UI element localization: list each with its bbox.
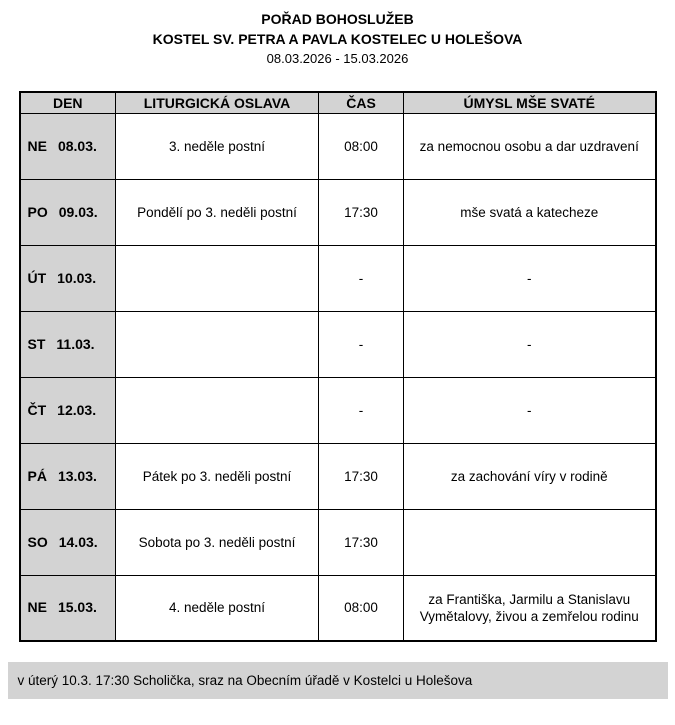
column-header-oslava: LITURGICKÁ OSLAVA xyxy=(116,92,319,113)
day-cell xyxy=(20,509,116,575)
header-row xyxy=(20,92,656,113)
column-header-cas: ČAS xyxy=(319,92,404,113)
footer-note: v úterý 10.3. 17:30 Scholička, sraz na Obecním úřadě v Kostelci u Holešova xyxy=(17,673,473,688)
celebration-cell: 4. neděle postní xyxy=(116,575,319,641)
day-date: 10.03. xyxy=(57,269,97,286)
time-cell: - xyxy=(319,311,404,377)
table-row xyxy=(20,179,656,245)
day-cell xyxy=(20,377,116,443)
celebration-cell xyxy=(116,311,319,377)
document-header xyxy=(0,0,675,69)
page-subtitle: KOSTEL SV. PETRA A PAVLA KOSTELEC U HOLEŠOVA xyxy=(152,31,523,47)
intention-cell: za zachování víry v rodině xyxy=(404,443,656,509)
day-date: 15.03. xyxy=(57,599,97,616)
table-header xyxy=(20,92,656,113)
table-body xyxy=(20,113,656,641)
celebration-cell xyxy=(116,377,319,443)
column-header-den: DEN xyxy=(20,92,116,113)
day-date: 09.03. xyxy=(58,203,98,220)
intention-cell xyxy=(404,509,656,575)
table-row xyxy=(20,113,656,179)
time-cell: 17:30 xyxy=(319,443,404,509)
day-abbr: PO xyxy=(27,203,48,220)
day-cell xyxy=(20,443,116,509)
intention-cell: - xyxy=(404,245,656,311)
day-date: 14.03. xyxy=(58,533,98,550)
celebration-cell: 3. neděle postní xyxy=(116,113,319,179)
footer-note-bar xyxy=(8,662,668,699)
time-cell: 17:30 xyxy=(319,509,404,575)
time-cell: 17:30 xyxy=(319,179,404,245)
time-cell: - xyxy=(319,377,404,443)
celebration-cell: Pátek po 3. neděli postní xyxy=(116,443,319,509)
day-date: 08.03. xyxy=(57,137,97,154)
day-abbr: ÚT xyxy=(27,269,47,286)
day-cell xyxy=(20,113,116,179)
day-date: 13.03. xyxy=(57,467,97,484)
day-abbr: ČT xyxy=(27,401,47,418)
day-abbr: NE xyxy=(27,137,47,154)
time-cell: 08:00 xyxy=(319,575,404,641)
time-cell: - xyxy=(319,245,404,311)
day-abbr: ST xyxy=(27,335,46,352)
table-row xyxy=(20,311,656,377)
date-range: 08.03.2026 - 15.03.2026 xyxy=(266,51,409,66)
table-row xyxy=(20,245,656,311)
day-abbr: PÁ xyxy=(27,467,47,484)
intention-cell: za Františka, Jarmilu a Stanislavu Vymětalovy, živou a zemřelou rodinu xyxy=(404,575,656,641)
celebration-cell xyxy=(116,245,319,311)
celebration-cell: Pondělí po 3. neděli postní xyxy=(116,179,319,245)
day-date: 12.03. xyxy=(57,401,97,418)
celebration-cell: Sobota po 3. neděli postní xyxy=(116,509,319,575)
day-cell xyxy=(20,245,116,311)
day-cell xyxy=(20,311,116,377)
table-row xyxy=(20,575,656,641)
day-cell xyxy=(20,575,116,641)
day-abbr: NE xyxy=(27,599,47,616)
column-header-umysl: ÚMYSL MŠE SVATÉ xyxy=(404,92,656,113)
intention-cell: za nemocnou osobu a dar uzdravení xyxy=(404,113,656,179)
intention-cell: - xyxy=(404,311,656,377)
table-row xyxy=(20,509,656,575)
page-title: POŘAD BOHOSLUŽEB xyxy=(261,11,414,27)
day-cell xyxy=(20,179,116,245)
time-cell: 08:00 xyxy=(319,113,404,179)
schedule-table xyxy=(19,91,657,642)
intention-cell: mše svatá a katecheze xyxy=(404,179,656,245)
table-row xyxy=(20,377,656,443)
day-abbr: SO xyxy=(27,533,48,550)
table-row xyxy=(20,443,656,509)
intention-cell: - xyxy=(404,377,656,443)
day-date: 11.03. xyxy=(56,335,95,352)
